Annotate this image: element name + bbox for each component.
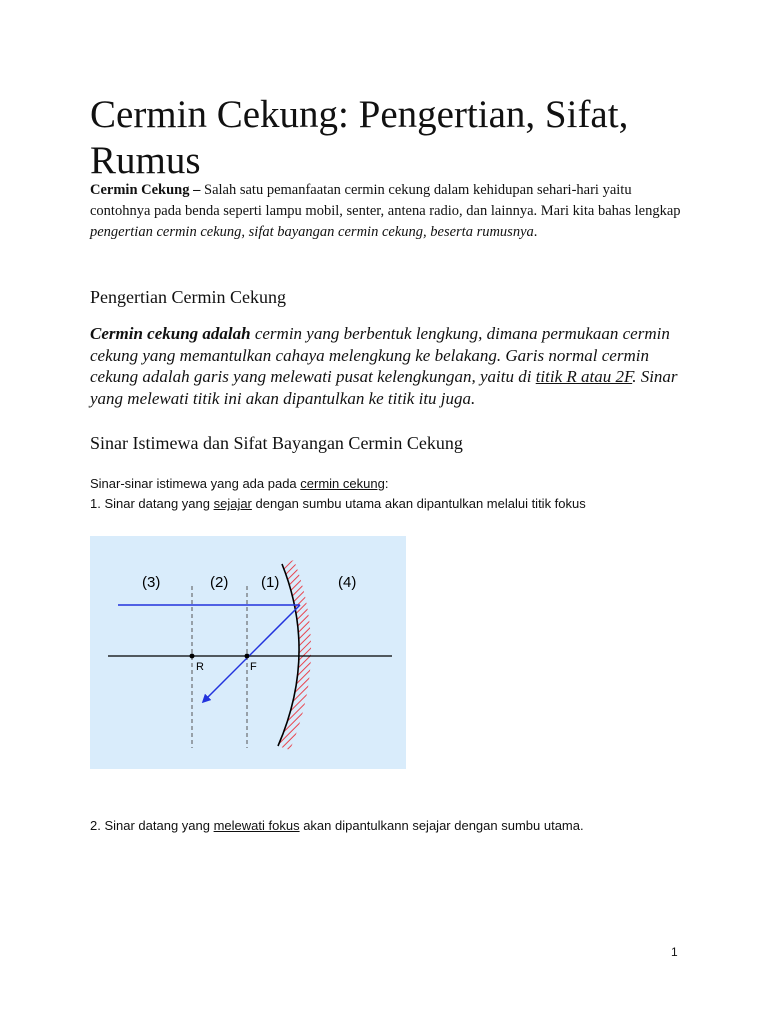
definition-term: Cermin cekung adalah [90, 324, 251, 343]
definition-link[interactable]: titik R atau 2F [535, 367, 633, 386]
rays-intro-link[interactable]: cermin cekung [300, 476, 385, 491]
rule-2-link[interactable]: melewati fokus [213, 818, 300, 833]
section-heading-sinar-istimewa: Sinar Istimewa dan Sifat Bayangan Cermin Cekung [90, 433, 463, 453]
concave-mirror-diagram [90, 536, 406, 769]
region-label-4: (4) [338, 574, 357, 591]
point-r-marker [190, 654, 195, 659]
point-f-label: F [250, 661, 257, 673]
point-f-marker [245, 654, 250, 659]
intro-paragraph [90, 180, 690, 243]
page-title: Cermin Cekung: Pengertian, Sifat, Rumus [90, 93, 629, 182]
rays-intro-line [90, 474, 710, 494]
definition-text-2: . Sinar yang melewati titik ini akan dipantulkan ke titik itu juga. [90, 367, 678, 408]
intro-end: . [533, 224, 538, 240]
page-number: 1 [671, 945, 678, 959]
rule-1-link[interactable]: sejajar [213, 496, 252, 511]
region-label-1: (1) [261, 574, 280, 591]
rule-1-pre: 1. Sinar datang yang [90, 496, 214, 511]
rays-intro-post: : [384, 476, 389, 491]
rule-1-post: dengan sumbu utama akan dipantulkan melalui titik fokus [251, 496, 586, 511]
definition-text-1: cermin yang berbentuk lengkung, dimana permukaan cermin cekung yang memantulkan cahaya melengkung ke belakang. Garis normal cermin cekung adalah garis yang melewati pusat kelengkungan, yaitu di [90, 324, 670, 386]
rule-2 [90, 816, 710, 836]
rule-2-pre: 2. Sinar datang yang [90, 818, 214, 833]
rule-1 [90, 494, 710, 514]
intro-italic: pengertian cermin cekung, sifat bayangan cermin cekung, beserta rumusnya [90, 224, 534, 240]
region-label-3: (3) [142, 574, 161, 591]
region-label-2: (2) [210, 574, 229, 591]
rays-intro-block [90, 474, 710, 514]
section-heading-pengertian: Pengertian Cermin Cekung [90, 287, 286, 307]
intro-term: Cermin Cekung – [90, 182, 201, 198]
rays-intro-pre: Sinar-sinar istimewa yang ada pada [90, 476, 301, 491]
intro-text: Salah satu pemanfaatan cermin cekung dalam kehidupan sehari-hari yaitu contohnya pada benda seperti lampu mobil, senter, antena radio, dan lainnya. Mari kita bahas lengkap [90, 182, 681, 219]
definition-paragraph [90, 323, 680, 409]
diagram-background [90, 536, 406, 769]
point-r-label: R [196, 661, 204, 673]
rule-2-post: akan dipantulkann sejajar dengan sumbu utama. [299, 818, 584, 833]
